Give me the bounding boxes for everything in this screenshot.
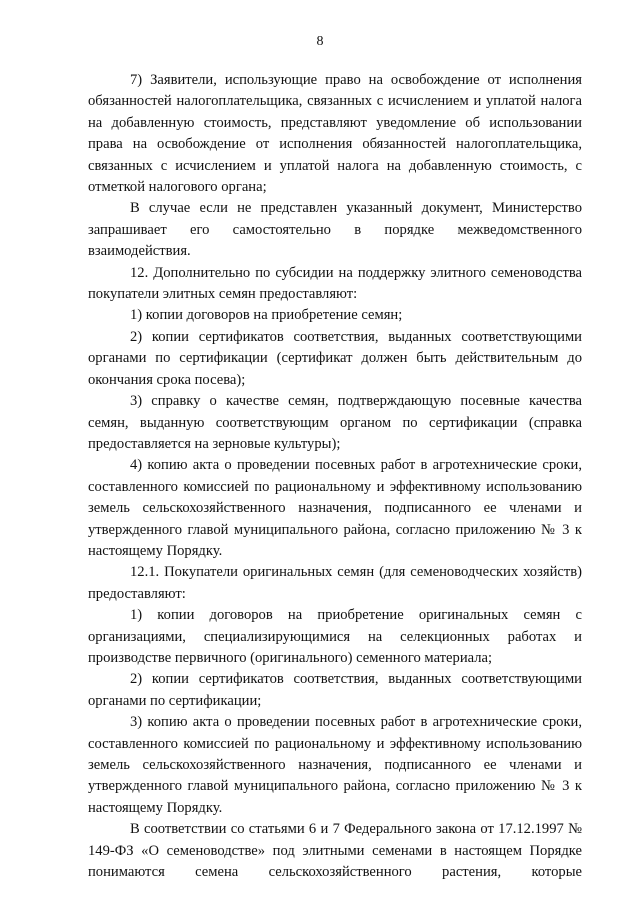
document-body — [88, 70, 582, 883]
list-item-12-4: 4) копию акта о проведении посевных работ в агротехнические сроки, составленного комиссией по рациональному и эффективному использованию земель сельскохозяйственного назначения, подписанного ее членами и утвержденного главой муниципального района, согласно приложению № 3 к настоящему Порядку. — [88, 457, 582, 559]
paragraph-7-exemption-notice: 7) Заявители, использующие право на освобождение от исполнения обязанностей налогоплательщика, связанных с исчислением и уплатой налога на добавленную стоимость, представляют уведомление об использовании права на освобождение от исполнения обязанностей налогоплательщика, связанных с исчислением и уплатой налога на добавленную стоимость, с отметкой налогового органа; — [88, 72, 582, 196]
paragraph-federal-law: В соответствии со статьями 6 и 7 Федерального закона от 17.12.1997 № 149-ФЗ «О семеноводстве» под элитными семенами в настоящем Порядке понимаются семена сельскохозяйственного растения, которые — [88, 821, 582, 881]
paragraph-12-elite-seeds: 12. Дополнительно по субсидии на поддержку элитного семеноводства покупатели элитных семян предоставляют: — [88, 264, 582, 303]
list-item-12-1-1: 1) копии договоров на приобретение оригинальных семян с организациями, специализирующимися на селекционных работах и производстве первичного (оригинального) семенного материала; — [88, 607, 582, 666]
list-item-12-1-2: 2) копии сертификатов соответствия, выданных соответствующими органами по сертификации; — [88, 671, 582, 709]
list-item-12-1-3: 3) копию акта о проведении посевных работ в агротехнические сроки, составленного комиссией по рациональному и эффективному использованию земель сельскохозяйственного назначения, подписанного ее членами и утвержденного главой муниципального района, согласно приложению № 3 к настоящему Порядку. — [88, 714, 582, 816]
list-item-12-3: 3) справку о качестве семян, подтверждающую посевные качества семян, выданную соответствующим органом по сертификации (справка предоставляется на зерновые культуры); — [88, 393, 582, 452]
paragraph-ministry-request: В случае если не представлен указанный документ, Министерство запрашивает его самостоятельно в порядке межведомственного взаимодействия. — [88, 200, 582, 260]
list-item-12-2: 2) копии сертификатов соответствия, выданных соответствующими органами по сертификации (сертификат должен быть действительным до окончания срока посева); — [88, 328, 582, 388]
page-number: 8 — [316, 34, 324, 49]
list-item-12-1: 1) копии договоров на приобретение семян; — [130, 307, 403, 324]
paragraph-12-1-original-seeds: 12.1. Покупатели оригинальных семян (для семеноводческих хозяйств) предоставляют: — [88, 564, 582, 602]
